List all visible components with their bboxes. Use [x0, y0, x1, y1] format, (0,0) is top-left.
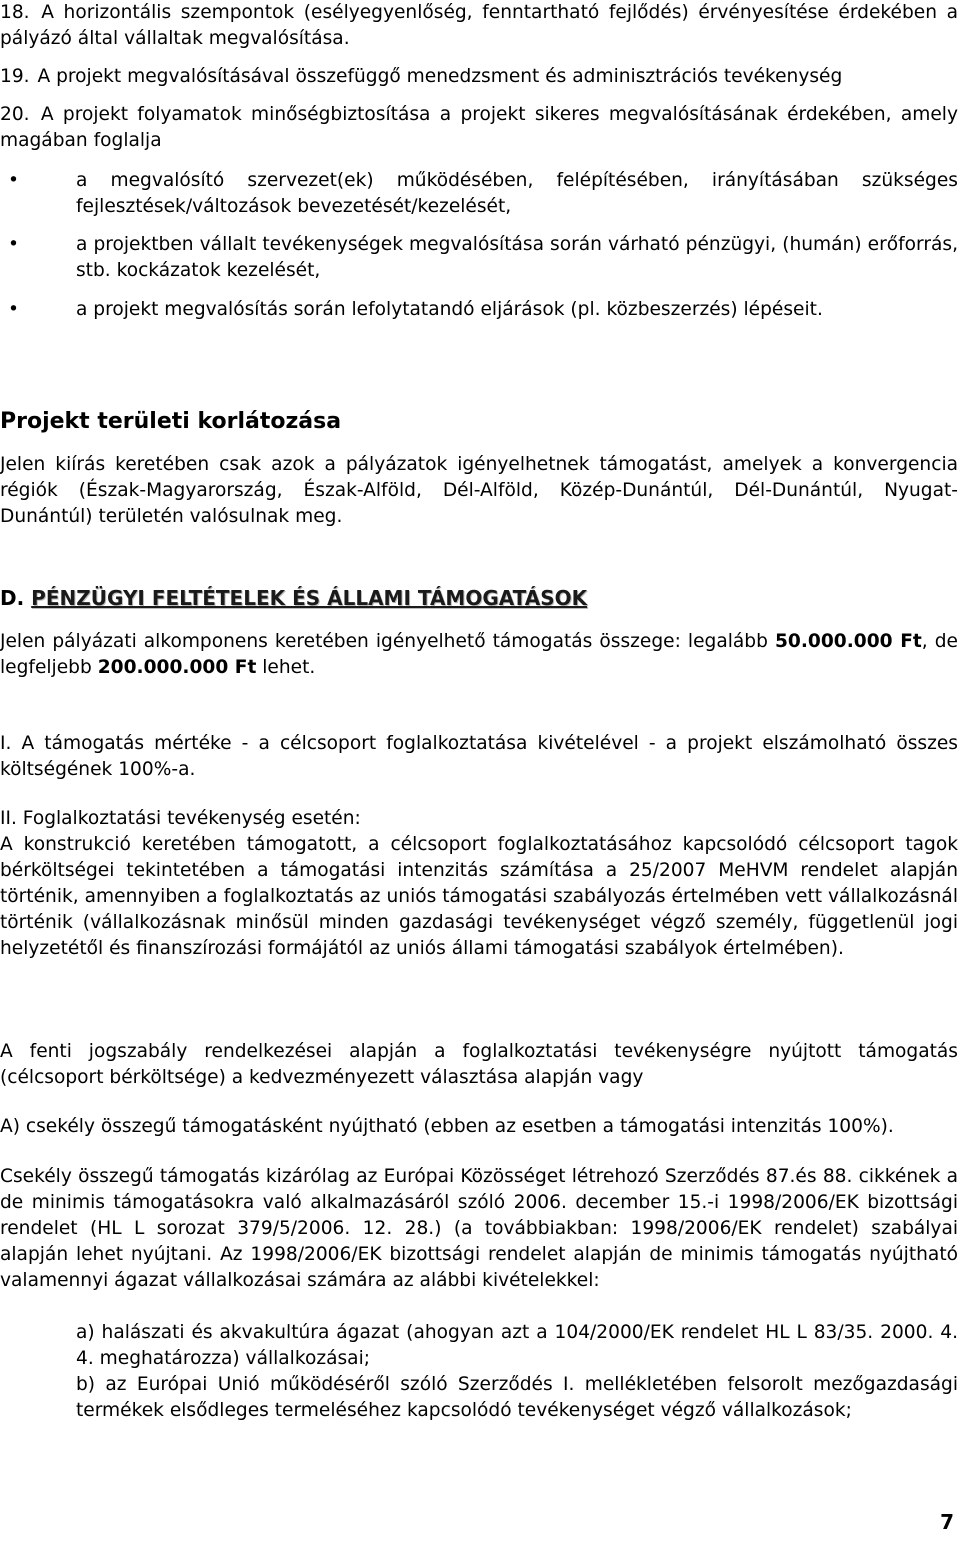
amount-paragraph	[0, 629, 958, 681]
exception-item-b: b) az Európai Unió működéséről szóló Szerződés I. mellékletében felsorolt mezőgazdasági termékek elsődleges termeléséhez kapcsolódó tevékenységet végző vállalkozások;	[76, 1374, 958, 1421]
exception-item-a: a) halászati és akvakultúra ágazat (ahogyan azt a 104/2000/EK rendelet HL L 83/35. 2000. 4. 4. meghatározza) vállalkozásai;	[76, 1322, 958, 1369]
amount-text-1: Jelen pályázati alkomponens keretében igényelhető támogatás összege: legalább	[0, 631, 768, 652]
item-number: 19.	[0, 66, 30, 87]
page-number: 7	[940, 1510, 954, 1534]
bullet-item	[0, 168, 958, 220]
bullet-icon: •	[8, 299, 19, 320]
section-letter: D.	[0, 586, 25, 610]
option-a-paragraph: A) csekély összegű támogatásként nyújtható (ebben az esetben a támogatási intenzitás 100%).	[0, 1116, 894, 1137]
item-number: 18.	[0, 2, 30, 23]
bullet-icon: •	[8, 170, 19, 191]
section-title: PÉNZÜGYI FELTÉTELEK ÉS ÁLLAMI TÁMOGATÁSOK	[31, 586, 588, 610]
basis-paragraph: A fenti jogszabály rendelkezései alapján a foglalkoztatási tevékenységre nyújtott támogatás (célcsoport bérköltsége) a kedvezményezett választása alapján vagy	[0, 1041, 958, 1088]
list-item-19	[0, 64, 958, 90]
list-item-18	[0, 0, 958, 52]
section-heading-territorial: Projekt területi korlátozása	[0, 409, 342, 434]
bullet-icon: •	[8, 234, 19, 255]
employment-title: II. Foglalkoztatási tevékenység esetén:	[0, 808, 361, 829]
bullet-item	[0, 297, 958, 323]
bullet-text: a projektben vállalt tevékenységek megvalósítása során várható pénzügyi, (humán) erőforrás, stb. kockázatok kezelését,	[76, 234, 958, 281]
bullet-text: a projekt megvalósítás során lefolytatandó eljárások (pl. közbeszerzés) lépéseit.	[76, 299, 823, 320]
deminimis-paragraph: Csekély összegű támogatás kizárólag az Európai Közösséget létrehozó Szerződés 87.és 88. cikkének a de minimis támogatásokra való alkalmazásáról szóló 2006. december 15.-i 1998/2006/EK bizottsági rendelet (HL L sorozat 379/5/2006. 12. 28.) (a továbbiakban: 1998/2006/EK rendelet) szabályai alapján lehet nyújtani. Az 1998/2006/EK bizottsági rendelet alapján de minimis támogatás nyújtható valamennyi ágazat vállalkozásai számára az alábbi kivételekkel:	[0, 1166, 958, 1291]
item-text: A projekt folyamatok minőségbiztosítása a projekt sikeres megvalósításának érdekében, amely magában foglalja	[0, 104, 958, 151]
support-rate-paragraph: I. A támogatás mértéke - a célcsoport foglalkoztatása kivételével - a projekt elszámolható összes költségének 100%-a.	[0, 733, 958, 780]
bullet-item	[0, 232, 958, 284]
list-item-20	[0, 102, 958, 154]
amount-text-3: lehet.	[256, 657, 316, 678]
bullet-text: a megvalósító szervezet(ek) működésében, felépítésében, irányításában szükséges fejlesztések/változások bevezetését/kezelését,	[76, 170, 958, 217]
item-number: 20.	[0, 104, 30, 125]
item-text: A projekt megvalósításával összefüggő menedzsment és adminisztrációs tevékenység	[37, 66, 843, 87]
employment-text: A konstrukció keretében támogatott, a célcsoport foglalkoztatásához kapcsolódó célcsoport tagok bérköltségei tekintetében a támogatási intenzitás számítása a 25/2007 MeHVM rendelet alapján történik, amennyiben a foglalkoztatás az uniós támogatási szabályozás értelmében vett vállalkozásnál történik (vállalkozásnak minősül minden gazdasági tevékenységet végző személy, függetlenül jogi helyzetétől és finanszírozási formájától az uniós állami támogatási szabályok értelmében).	[0, 834, 958, 959]
territorial-text: Jelen kiírás keretében csak azok a pályázatok igényelhetnek támogatást, amelyek a konvergencia régiók (Észak-Magyarország, Észak-Alföld, Dél-Alföld, Közép-Dunántúl, Dél-Dunántúl, Nyugat-Dunántúl) területén valósulnak meg.	[0, 454, 958, 527]
item-text: A horizontális szempontok (esélyegyenlőség, fenntartható fejlődés) érvényesítése érdekében a pályázó által vállaltak megvalósítása.	[0, 2, 958, 49]
section-heading-financial	[0, 585, 587, 611]
amount-max: 200.000.000 Ft	[97, 657, 257, 678]
amount-text-2: , de legfeljebb	[0, 631, 958, 678]
amount-min: 50.000.000 Ft	[774, 631, 922, 652]
